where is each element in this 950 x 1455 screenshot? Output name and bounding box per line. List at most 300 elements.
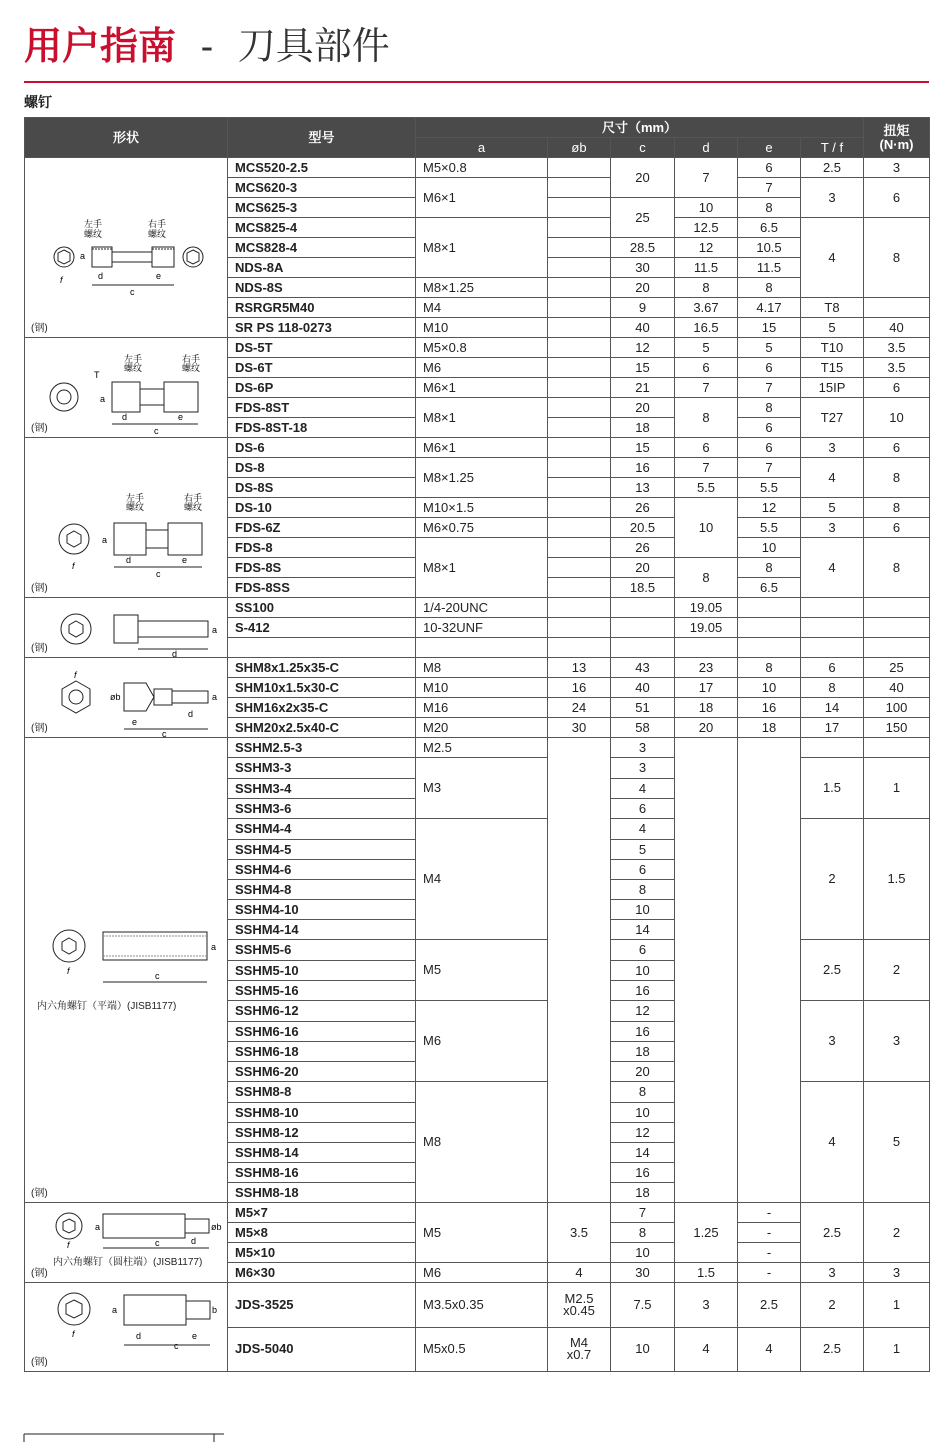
header-tf: T / f (801, 138, 864, 158)
svg-text:左手: 左手 (84, 219, 103, 229)
header-e: e (738, 138, 801, 158)
dim-a: M5 (416, 940, 548, 1001)
dim-e: - (738, 1243, 801, 1263)
dim-d: 1.25 (675, 1203, 738, 1263)
dim-tf (801, 618, 864, 638)
model-cell: SSHM2.5-3 (228, 738, 416, 758)
dim-e (738, 738, 801, 1203)
screw-spec-table (24, 117, 930, 1372)
dim-b (548, 578, 611, 598)
header-shape: 形状 (25, 118, 228, 158)
dim-tf: 2 (801, 819, 864, 940)
dim-tf: 14 (801, 698, 864, 718)
dim-e: - (738, 1223, 801, 1243)
model-cell: JDS-3525 (228, 1283, 416, 1328)
model-cell: SSHM3-4 (228, 779, 416, 799)
svg-text:f: f (74, 670, 77, 680)
torque: 10 (864, 398, 930, 438)
dim-c: 14 (611, 920, 675, 940)
dim-c: 9 (611, 298, 675, 318)
dim-a: M8×1.25 (416, 278, 548, 298)
hex-shoulder-clamp-screw-icon (36, 1287, 216, 1357)
dim-d: 3.67 (675, 298, 738, 318)
dim-b-line1: M2.5 (564, 1290, 594, 1306)
svg-text:e: e (156, 271, 162, 281)
dim-tf: 4 (801, 218, 864, 298)
dim-b (548, 1327, 611, 1372)
svg-text:f: f (60, 275, 63, 285)
dim-tf: 6 (801, 658, 864, 678)
model-cell: M6×30 (228, 1263, 416, 1283)
dim-d: 17 (675, 678, 738, 698)
dim-b (548, 478, 611, 498)
model-cell: NDS-8S (228, 278, 416, 298)
dim-b (548, 258, 611, 278)
shape-shoulder-screw (25, 658, 228, 738)
dim-b: 3.5 (548, 1203, 611, 1263)
dim-c: 18 (611, 1183, 675, 1203)
dim-c: 20 (611, 158, 675, 198)
model-cell: SSHM4-8 (228, 880, 416, 900)
svg-text:f: f (67, 1240, 70, 1250)
dim-c: 18.5 (611, 578, 675, 598)
torque (864, 738, 930, 758)
header-c: c (611, 138, 675, 158)
dim-b: 4 (548, 1263, 611, 1283)
dim-b (548, 298, 611, 318)
dim-tf: 15IP (801, 378, 864, 398)
torque: 3 (864, 1263, 930, 1283)
dim-e: 7 (738, 378, 801, 398)
material-label: (钢) (31, 1268, 48, 1279)
dim-d: 7 (675, 458, 738, 478)
torque: 2 (864, 1203, 930, 1263)
dim-c: 20 (611, 558, 675, 578)
dim-a (416, 638, 548, 658)
torque: 8 (864, 538, 930, 598)
model-cell: SR PS 118-0273 (228, 318, 416, 338)
shape-hex-screw (25, 438, 228, 598)
section-title: 螺钉 (24, 94, 52, 110)
dim-a: M3.5x0.35 (416, 1283, 548, 1328)
header-dims: 尺寸（mm） (416, 118, 864, 138)
model-cell: RSRGR5M40 (228, 298, 416, 318)
dim-c: 18 (611, 1042, 675, 1062)
svg-text:f: f (72, 561, 75, 571)
dim-b (548, 218, 611, 238)
dim-tf: 2.5 (801, 1327, 864, 1372)
dim-b-line2: x0.45 (563, 1302, 595, 1318)
model-cell (228, 638, 416, 658)
svg-text:右手: 右手 (182, 354, 201, 364)
dim-e: 5.5 (738, 518, 801, 538)
dim-c: 18 (611, 418, 675, 438)
dim-e: 11.5 (738, 258, 801, 278)
dim-c: 58 (611, 718, 675, 738)
svg-text:c: c (156, 569, 161, 579)
svg-text:a: a (95, 1222, 101, 1232)
material-label: (钢) (31, 323, 48, 334)
model-cell: FDS-6Z (228, 518, 416, 538)
dim-c: 16 (611, 981, 675, 1001)
dim-e: 4.17 (738, 298, 801, 318)
dim-tf: T15 (801, 358, 864, 378)
svg-text:d: d (126, 555, 132, 565)
dim-e: 15 (738, 318, 801, 338)
hex-socket-set-screw-dog-point-icon (31, 1208, 221, 1256)
torque: 40 (864, 678, 930, 698)
dim-e: 6.5 (738, 578, 801, 598)
torque: 6 (864, 518, 930, 538)
dim-c: 4 (611, 779, 675, 799)
dim-a: M3 (416, 758, 548, 819)
svg-text:d: d (188, 709, 194, 719)
dim-tf: 17 (801, 718, 864, 738)
dim-d: 12.5 (675, 218, 738, 238)
dim-b (548, 158, 611, 178)
dim-d: 5 (675, 338, 738, 358)
svg-text:螺纹: 螺纹 (124, 363, 143, 373)
svg-text:c: c (155, 971, 160, 981)
dim-b (548, 378, 611, 398)
dim-a: M5×0.8 (416, 158, 548, 178)
torque (864, 298, 930, 318)
dim-c: 10 (611, 1327, 675, 1372)
model-cell: SSHM8-16 (228, 1163, 416, 1183)
dim-c: 26 (611, 498, 675, 518)
model-cell: SSHM3-6 (228, 799, 416, 819)
model-cell: SSHM4-10 (228, 900, 416, 920)
model-cell: SSHM6-18 (228, 1042, 416, 1062)
dim-a: M6×0.75 (416, 518, 548, 538)
torque: 8 (864, 218, 930, 298)
dim-d: 7 (675, 378, 738, 398)
svg-text:右手: 右手 (148, 219, 167, 229)
dim-b (548, 558, 611, 578)
material-label: (钢) (31, 723, 48, 734)
dim-c: 7 (611, 1203, 675, 1223)
dim-a: M4 (416, 298, 548, 318)
torque: 100 (864, 698, 930, 718)
torque: 5 (864, 1082, 930, 1203)
svg-text:螺纹: 螺纹 (182, 363, 201, 373)
dim-a: 1/4-20UNC (416, 598, 548, 618)
dim-c: 16 (611, 1022, 675, 1042)
torx-double-ended-screw-icon (36, 352, 216, 437)
header-b: øb (548, 138, 611, 158)
svg-text:a: a (102, 535, 108, 545)
dim-e: 10 (738, 678, 801, 698)
torque: 1 (864, 1327, 930, 1372)
shape-cap-screw (25, 598, 228, 658)
dim-e: 8 (738, 198, 801, 218)
svg-text:a: a (112, 1305, 118, 1315)
model-cell: SSHM4-6 (228, 860, 416, 880)
dim-e: 8 (738, 398, 801, 418)
model-cell: SS100 (228, 598, 416, 618)
dim-c: 5 (611, 840, 675, 860)
material-label: (钢) (31, 1188, 48, 1199)
svg-text:a: a (211, 942, 217, 952)
dim-c: 30 (611, 1263, 675, 1283)
dim-d: 8 (675, 278, 738, 298)
dim-c (611, 618, 675, 638)
dim-d: 19.05 (675, 618, 738, 638)
dim-a: M6 (416, 358, 548, 378)
header-a: a (416, 138, 548, 158)
dim-c: 20.5 (611, 518, 675, 538)
dim-c: 43 (611, 658, 675, 678)
svg-text:øb: øb (211, 1222, 222, 1232)
model-cell: SSHM8-14 (228, 1143, 416, 1163)
dim-tf: 1.5 (801, 758, 864, 819)
dim-e: 7 (738, 178, 801, 198)
svg-text:c: c (162, 729, 167, 739)
dim-c: 20 (611, 398, 675, 418)
model-cell: SSHM5-16 (228, 981, 416, 1001)
dim-e: 6 (738, 418, 801, 438)
svg-text:d: d (122, 412, 128, 422)
dim-d: 8 (675, 398, 738, 438)
model-cell: DS-8S (228, 478, 416, 498)
dim-e: 6 (738, 158, 801, 178)
socket-head-cap-screw-icon (36, 605, 216, 657)
dim-tf: 2.5 (801, 1203, 864, 1263)
svg-text:c: c (155, 1238, 160, 1248)
dim-b (548, 318, 611, 338)
header-model: 型号 (228, 118, 416, 158)
dim-b (548, 338, 611, 358)
set-screw-dog-caption: 内六角螺钉（圆柱端）(JISB1177) (53, 1257, 203, 1268)
dim-b (548, 438, 611, 458)
dim-b (548, 238, 611, 258)
dim-tf: T8 (801, 298, 864, 318)
dim-c: 4 (611, 819, 675, 840)
svg-text:c: c (130, 287, 135, 297)
torque: 1 (864, 1283, 930, 1328)
title-sub: 刀具部件 (237, 26, 390, 68)
dim-a: M6×1 (416, 438, 548, 458)
torque: 1 (864, 758, 930, 819)
model-cell: SSHM3-3 (228, 758, 416, 779)
dim-e: 7 (738, 458, 801, 478)
header-torque-label: 扭矩 (883, 122, 910, 138)
dim-tf (801, 638, 864, 658)
page-title (24, 22, 390, 72)
dim-c: 15 (611, 438, 675, 458)
dim-b: 30 (548, 718, 611, 738)
dim-c: 6 (611, 799, 675, 819)
dim-tf: 5 (801, 318, 864, 338)
svg-text:f: f (72, 1329, 75, 1339)
dim-d: 20 (675, 718, 738, 738)
dim-e (738, 598, 801, 618)
torque (864, 638, 930, 658)
torque (864, 598, 930, 618)
model-cell: M5×8 (228, 1223, 416, 1243)
torque: 8 (864, 498, 930, 518)
dim-a: M8 (416, 1082, 548, 1203)
dim-c: 30 (611, 258, 675, 278)
svg-text:T: T (94, 370, 100, 380)
dim-e: 16 (738, 698, 801, 718)
model-cell: SSHM4-14 (228, 920, 416, 940)
svg-text:e: e (132, 717, 138, 727)
dim-a: M16 (416, 698, 548, 718)
model-cell: DS-10 (228, 498, 416, 518)
torque: 150 (864, 718, 930, 738)
dim-a: 10-32UNF (416, 618, 548, 638)
svg-text:e: e (192, 1331, 198, 1341)
dim-c: 26 (611, 538, 675, 558)
svg-text:左手: 左手 (124, 354, 143, 364)
dim-a: M10 (416, 678, 548, 698)
dim-c: 10 (611, 900, 675, 920)
dim-e: 10.5 (738, 238, 801, 258)
dim-c: 10 (611, 1243, 675, 1263)
dim-c (611, 598, 675, 618)
model-cell: DS-5T (228, 338, 416, 358)
dim-e: - (738, 1263, 801, 1283)
dim-c: 10 (611, 961, 675, 981)
dim-e: 10 (738, 538, 801, 558)
dim-tf (801, 598, 864, 618)
shape-torx-screw (25, 338, 228, 438)
model-cell: FDS-8 (228, 538, 416, 558)
torque: 3.5 (864, 338, 930, 358)
dim-d: 19.05 (675, 598, 738, 618)
dim-a: M6×1 (416, 378, 548, 398)
svg-text:左手: 左手 (126, 493, 145, 503)
dim-d: 4 (675, 1327, 738, 1372)
header-torque (864, 118, 930, 158)
dim-c: 21 (611, 378, 675, 398)
dim-a: M8×1 (416, 398, 548, 438)
torque: 1.5 (864, 819, 930, 940)
model-cell: SSHM5-10 (228, 961, 416, 981)
dim-e: 8 (738, 278, 801, 298)
dim-a: M8×1.25 (416, 458, 548, 498)
dim-b (548, 398, 611, 418)
material-label: (钢) (31, 583, 48, 594)
model-cell: FDS-8ST-18 (228, 418, 416, 438)
dim-e (738, 618, 801, 638)
dim-b (548, 518, 611, 538)
torque: 6 (864, 438, 930, 458)
torque: 25 (864, 658, 930, 678)
dim-b (548, 1283, 611, 1328)
dim-d: 18 (675, 698, 738, 718)
dim-e: 18 (738, 718, 801, 738)
double-ended-screw-left-right-thread-icon (36, 187, 216, 337)
torque: 6 (864, 178, 930, 218)
model-cell: SSHM6-12 (228, 1001, 416, 1022)
dim-d: 6 (675, 438, 738, 458)
title-dash: - (200, 26, 214, 68)
model-cell: MCS825-4 (228, 218, 416, 238)
dim-a: M10 (416, 318, 548, 338)
dim-b: 13 (548, 658, 611, 678)
title-underline (24, 81, 929, 83)
hex-shoulder-screw-icon (36, 669, 216, 737)
dim-tf: 2 (801, 1283, 864, 1328)
material-label: (钢) (31, 1357, 48, 1368)
dim-tf: 3 (801, 1001, 864, 1082)
svg-text:螺纹: 螺纹 (84, 229, 103, 239)
dim-tf: 2.5 (801, 940, 864, 1001)
dim-tf: T27 (801, 398, 864, 438)
dim-d: 6 (675, 358, 738, 378)
title-main: 用户指南 (24, 26, 177, 68)
model-cell: FDS-8SS (228, 578, 416, 598)
svg-text:螺纹: 螺纹 (148, 229, 167, 239)
model-cell: SSHM6-20 (228, 1062, 416, 1082)
dim-b (548, 538, 611, 558)
dim-d: 8 (675, 558, 738, 598)
dim-e: - (738, 1203, 801, 1223)
dim-e: 6.5 (738, 218, 801, 238)
model-cell: SSHM6-16 (228, 1022, 416, 1042)
dim-e: 12 (738, 498, 801, 518)
torque (864, 618, 930, 638)
dim-c: 20 (611, 278, 675, 298)
dim-c: 14 (611, 1143, 675, 1163)
model-cell: MCS620-3 (228, 178, 416, 198)
model-cell: FDS-8S (228, 558, 416, 578)
dim-b (548, 278, 611, 298)
dim-a: M4 (416, 819, 548, 940)
dim-a: M10×1.5 (416, 498, 548, 518)
model-cell: M5×10 (228, 1243, 416, 1263)
dim-a: M8×1 (416, 218, 548, 278)
dim-c: 6 (611, 860, 675, 880)
model-cell: NDS-8A (228, 258, 416, 278)
dim-b (548, 178, 611, 198)
dim-a: M20 (416, 718, 548, 738)
dim-b (548, 738, 611, 1203)
dim-d: 1.5 (675, 1263, 738, 1283)
hex-double-ended-screw-icon (36, 467, 216, 597)
dim-a: M5×0.8 (416, 338, 548, 358)
dim-d: 12 (675, 238, 738, 258)
dim-c: 20 (611, 1062, 675, 1082)
dim-b: 16 (548, 678, 611, 698)
model-cell: MCS625-3 (228, 198, 416, 218)
dim-b-line1: M4 (569, 1335, 589, 1351)
material-label: (钢) (31, 423, 48, 434)
model-cell: SSHM4-4 (228, 819, 416, 840)
svg-text:a: a (212, 692, 218, 702)
model-cell: SSHM8-18 (228, 1183, 416, 1203)
dim-c: 28.5 (611, 238, 675, 258)
dim-e: 2.5 (738, 1283, 801, 1328)
dim-d: 7 (675, 158, 738, 198)
dim-d: 10 (675, 498, 738, 558)
dim-e: 8 (738, 658, 801, 678)
dim-c: 7.5 (611, 1283, 675, 1328)
set-screw-flat-caption: 内六角螺钉（平端）(JISB1177) (37, 1001, 177, 1012)
dim-c: 10 (611, 1103, 675, 1123)
header-d: d (675, 138, 738, 158)
dim-b (548, 198, 611, 218)
dim-e: 5 (738, 338, 801, 358)
svg-text:b: b (212, 1305, 218, 1315)
dim-b (548, 458, 611, 478)
dim-e: 6 (738, 438, 801, 458)
model-cell: SHM10x1.5x30-C (228, 678, 416, 698)
model-cell: DS-8 (228, 458, 416, 478)
dim-tf: 3 (801, 178, 864, 218)
